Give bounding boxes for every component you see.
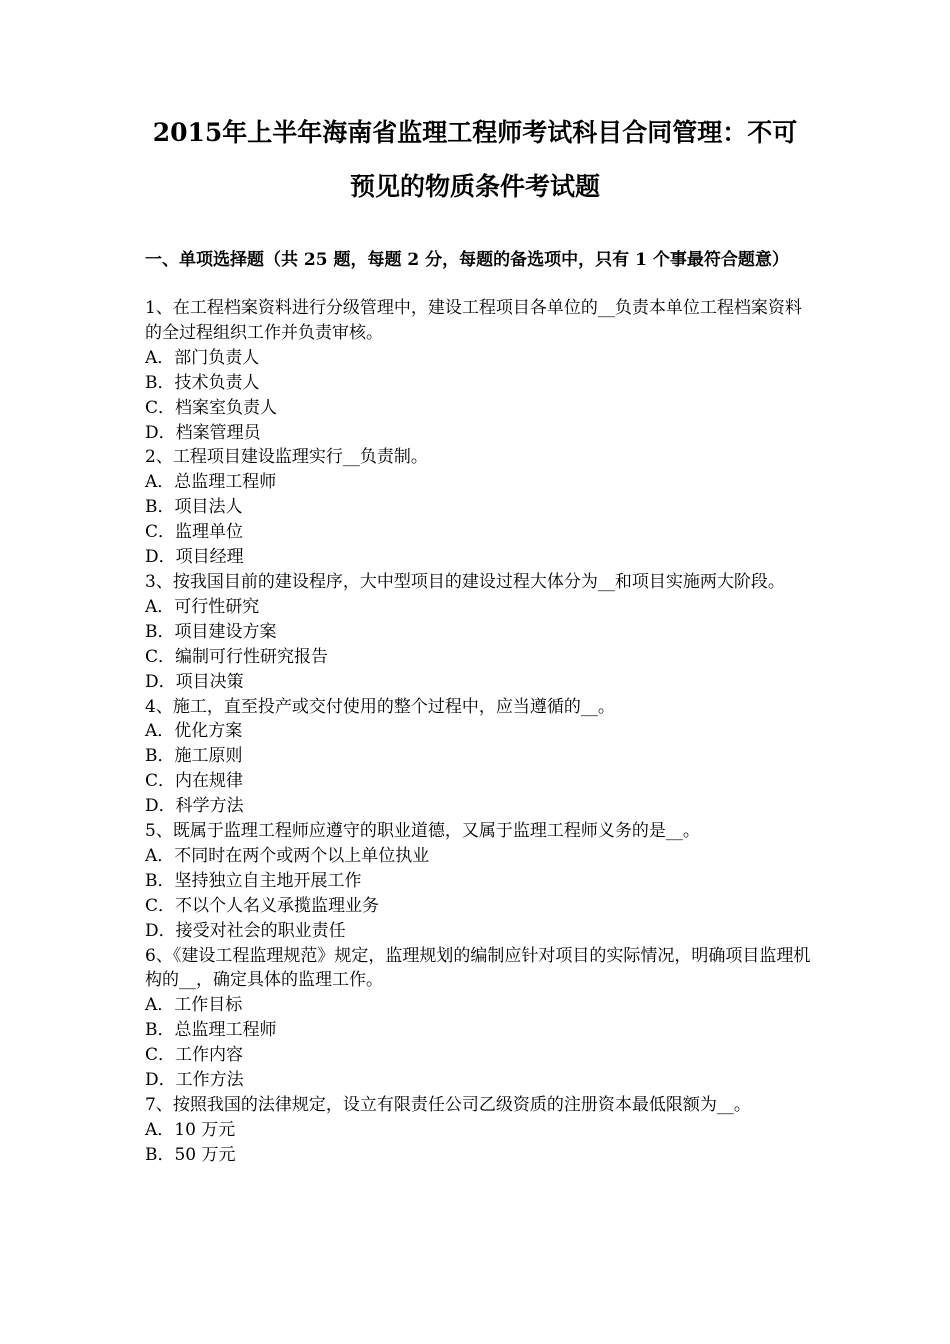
question-text: 6、《建设工程监理规范》规定，监理规划的编制应针对项目的实际情况，明确项目监理机构的__，确定具体的监理工作。 (145, 945, 811, 991)
option-b: B．总监理工程师 (145, 1020, 277, 1041)
option-b: B．坚持独立自主地开展工作 (145, 870, 362, 891)
question-1 (145, 296, 815, 445)
question-3 (145, 570, 815, 695)
question-text: 3、按我国目前的建设程序，大中型项目的建设过程大体分为__和项目实施两大阶段。 (145, 571, 785, 592)
option-c: C．不以个人名义承揽监理业务 (145, 895, 380, 916)
option-c: C．编制可行性研究报告 (145, 646, 329, 667)
option-b: B．项目建设方案 (145, 621, 277, 642)
option-a: A．部门负责人 (145, 347, 260, 368)
question-text: 2、工程项目建设监理实行__负责制。 (145, 447, 428, 468)
option-b: B．技术负责人 (145, 372, 260, 393)
question-5 (145, 819, 815, 944)
option-d: D．科学方法 (145, 796, 244, 817)
option-d: D．项目决策 (145, 671, 244, 692)
document-title-line-2: 预见的物质条件考试题 (349, 172, 600, 201)
option-d: D．档案管理员 (145, 422, 261, 443)
option-a: A．总监理工程师 (145, 472, 277, 493)
option-b: B．施工原则 (145, 746, 243, 767)
option-c: C．内在规律 (145, 771, 244, 792)
question-text: 5、既属于监理工程师应遵守的职业道德，又属于监理工程师义务的是__。 (145, 821, 700, 842)
question-7 (145, 1093, 815, 1168)
option-c: C．档案室负责人 (145, 397, 278, 418)
option-a: A．优化方案 (145, 721, 243, 742)
option-a: A．可行性研究 (145, 596, 260, 617)
option-b: B．项目法人 (145, 497, 243, 518)
option-a: A．工作目标 (145, 995, 243, 1016)
option-d: D．接受对社会的职业责任 (145, 920, 346, 941)
option-a: A．不同时在两个或两个以上单位执业 (145, 845, 430, 866)
question-4 (145, 695, 815, 820)
question-text: 1、在工程档案资料进行分级管理中，建设工程项目各单位的__负责本单位工程档案资料的全过程组织工作并负责审核。 (145, 298, 802, 343)
option-d: D．项目经理 (145, 547, 244, 568)
option-b: B．50 万元 (145, 1144, 236, 1165)
question-text: 4、施工，直至投产或交付使用的整个过程中，应当遵循的__。 (145, 696, 615, 717)
section-heading: 一、单项选择题（共 25 题，每题 2 分，每题的备选项中，只有 1 个事最符合题意） (145, 250, 789, 270)
question-2 (145, 445, 815, 570)
question-6 (145, 944, 815, 1093)
document-title-line-1: 2015年上半年海南省监理工程师考试科目合同管理：不可 (152, 118, 798, 147)
option-d: D．工作方法 (145, 1070, 244, 1091)
question-list (145, 296, 815, 1168)
question-text: 7、按照我国的法律规定，设立有限责任公司乙级资质的注册资本最低限额为__。 (145, 1095, 751, 1115)
option-c: C．工作内容 (145, 1045, 244, 1066)
option-c: C．监理单位 (145, 522, 244, 543)
option-a: A．10 万元 (145, 1119, 236, 1140)
